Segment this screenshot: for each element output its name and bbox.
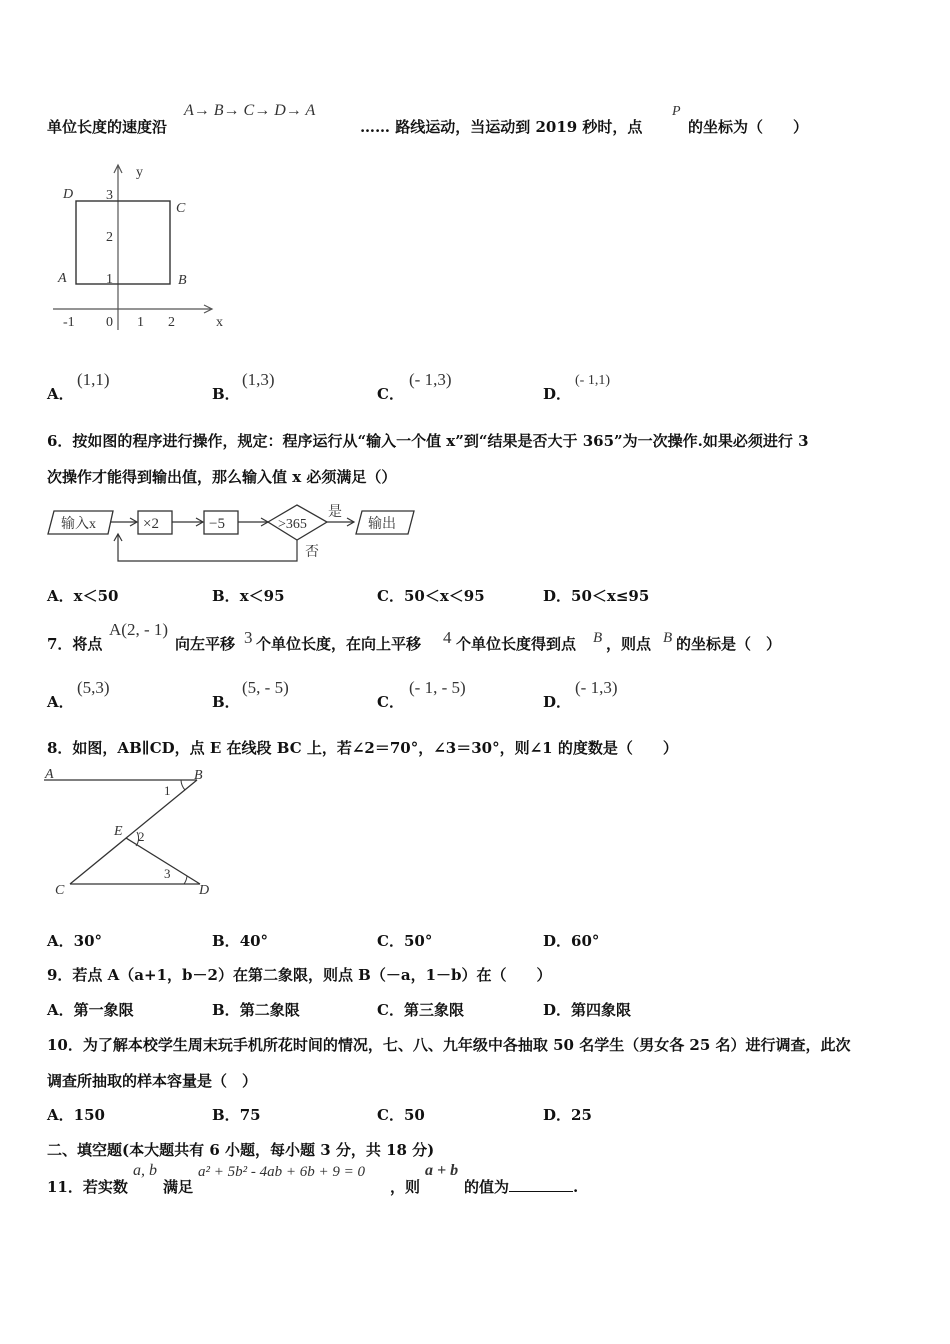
q8-text: 8．如图，AB∥CD，点 E 在线段 BC 上，若∠2＝70°，∠3＝30°，则∠1 的度数是（ ） — [47, 739, 678, 757]
q7-option-d-letter: D． — [543, 693, 572, 711]
q5-x-tick: -1 — [63, 315, 75, 330]
flow-step2-label: −5 — [209, 516, 225, 532]
q6-text-line1: 6．按如图的程序进行操作，规定：程序运行从“输入一个值 x”到“结果是否大于 365”为一次操作.如果必须进行 3 — [47, 432, 809, 450]
q7-number-3: 3 — [244, 628, 253, 647]
q9-option-c: C．第三象限 — [377, 1001, 464, 1019]
q7-text-3: 个单位长度，在向上平移 — [256, 635, 422, 653]
q5-y-tick: 3 — [106, 188, 113, 203]
q7-option-b-value: (5, - 5) — [242, 678, 289, 697]
q5-x-tick: 0 — [106, 315, 113, 330]
q8-option-b: B．40° — [212, 932, 269, 950]
q5-y-tick: 2 — [106, 230, 113, 245]
q5-option-b-value: (1,3) — [242, 370, 275, 389]
flow-step1-label: ×2 — [143, 516, 159, 532]
q5-vertex-a: A — [58, 271, 67, 286]
q5-y-tick: 1 — [106, 272, 113, 287]
label-angle-3: 3 — [164, 866, 171, 881]
q5-vertex-b: B — [178, 273, 187, 288]
q11-answer-blank[interactable] — [509, 1177, 573, 1192]
q7-option-c-letter: C． — [377, 693, 404, 711]
q8-option-d: D．60° — [543, 932, 600, 950]
label-e: E — [114, 824, 123, 839]
q10-option-d: D．25 — [543, 1106, 592, 1124]
q5-option-c-value: (- 1,3) — [409, 370, 452, 389]
q11-text-4: 的值为 . — [464, 1178, 579, 1196]
q7-text-5: ，则点 — [606, 635, 652, 653]
label-c: C — [55, 883, 65, 898]
q6-option-b: B．x＜95 — [212, 587, 285, 605]
q5-path: A→ B→ C→ D→ A — [184, 102, 316, 119]
q7-option-d-value: (- 1,3) — [575, 678, 618, 697]
label-angle-2: 2 — [138, 829, 145, 844]
q7-point-b-2: B — [663, 630, 673, 646]
q11-text-2: 满足 — [163, 1178, 194, 1196]
flow-input-label: 输入x — [61, 517, 96, 532]
section-heading: 二、填空题(本大题共有 6 小题，每小题 3 分，共 18 分) — [47, 1141, 435, 1159]
q10-option-a: A．150 — [47, 1106, 105, 1124]
label-d: D — [199, 883, 210, 898]
q5-vertex-c: C — [176, 201, 186, 216]
q7-text-6: 的坐标是（ ） — [676, 635, 782, 653]
q5-option-c-letter: C． — [377, 385, 404, 403]
q9-option-b: B．第二象限 — [212, 1001, 300, 1019]
q6-option-d: D．50＜x≤95 — [543, 587, 650, 605]
label-a: A — [45, 767, 54, 782]
q11-text-3: ，则 — [390, 1178, 421, 1196]
q5-option-d-value: (- 1,1) — [575, 373, 610, 388]
q5-y-label: y — [136, 165, 143, 180]
q11-sum: a + b — [425, 1162, 459, 1179]
line-bc — [70, 780, 197, 884]
q5-text-c: 的坐标为（ ） — [688, 118, 809, 136]
q5-x-tick: 2 — [168, 315, 175, 330]
q5-option-d-letter: D． — [543, 385, 572, 403]
label-angle-1: 1 — [164, 783, 171, 798]
q5-option-a-letter: A． — [47, 385, 74, 403]
flow-no-label: 否 — [305, 545, 319, 560]
q10-option-b: B．75 — [212, 1106, 261, 1124]
q5-x-tick: 1 — [137, 315, 144, 330]
q7-option-c-value: (- 1, - 5) — [409, 678, 466, 697]
q7-option-a-letter: A． — [47, 693, 74, 711]
q11-vars: a, b — [133, 1162, 157, 1179]
q7-text-4: 个单位长度得到点 — [456, 635, 577, 653]
q10-option-c: C．50 — [377, 1106, 425, 1124]
label-b: B — [194, 768, 203, 783]
q5-text-b: …… 路线运动，当运动到 2019 秒时，点 — [360, 118, 643, 136]
q11-text-1: 11．若实数 — [47, 1178, 128, 1196]
q7-number-4: 4 — [443, 628, 452, 647]
q5-point: P — [672, 104, 681, 119]
flow-yes-label: 是 — [328, 505, 342, 520]
q7-text-1: 7．将点 — [47, 635, 103, 653]
q7-point-b: B — [593, 630, 603, 646]
q6-option-a: A．x＜50 — [47, 587, 119, 605]
flow-check-label: >365 — [278, 517, 307, 532]
q9-option-d: D．第四象限 — [543, 1001, 632, 1019]
q10-text-line1: 10．为了解本校学生周末玩手机所花时间的情况，七、八、九年级中各抽取 50 名学生（男女各 25 名）进行调查，此次 — [47, 1036, 851, 1054]
flow-output-label: 输出 — [368, 517, 396, 532]
q8-option-c: C．50° — [377, 932, 433, 950]
q5-option-b-letter: B． — [212, 385, 240, 403]
q11-equation: a² + 5b² - 4ab + 6b + 9 = 0 — [198, 1164, 365, 1180]
q7-point-a: A(2, - 1) — [109, 620, 169, 639]
q9-text: 9．若点 A（a+1，b－2）在第二象限，则点 B（－a，1－b）在（ ） — [47, 966, 552, 984]
q10-text-line2: 调查所抽取的样本容量是（ ） — [47, 1072, 258, 1090]
q7-text-2: 向左平移 — [175, 635, 236, 653]
q5-text-a: 单位长度的速度沿 — [47, 118, 168, 136]
q8-option-a: A．30° — [47, 932, 103, 950]
q5-option-a-value: (1,1) — [77, 370, 110, 389]
q6-text-line2: 次操作才能得到输出值，那么输入值 x 必须满足（） — [47, 468, 397, 486]
q7-option-a-value: (5,3) — [77, 678, 110, 697]
q5-x-label: x — [216, 315, 223, 330]
q6-option-c: C．50＜x＜95 — [377, 587, 485, 605]
q7-option-b-letter: B． — [212, 693, 240, 711]
q9-option-a: A．第一象限 — [47, 1001, 134, 1019]
q5-vertex-d: D — [63, 187, 74, 202]
